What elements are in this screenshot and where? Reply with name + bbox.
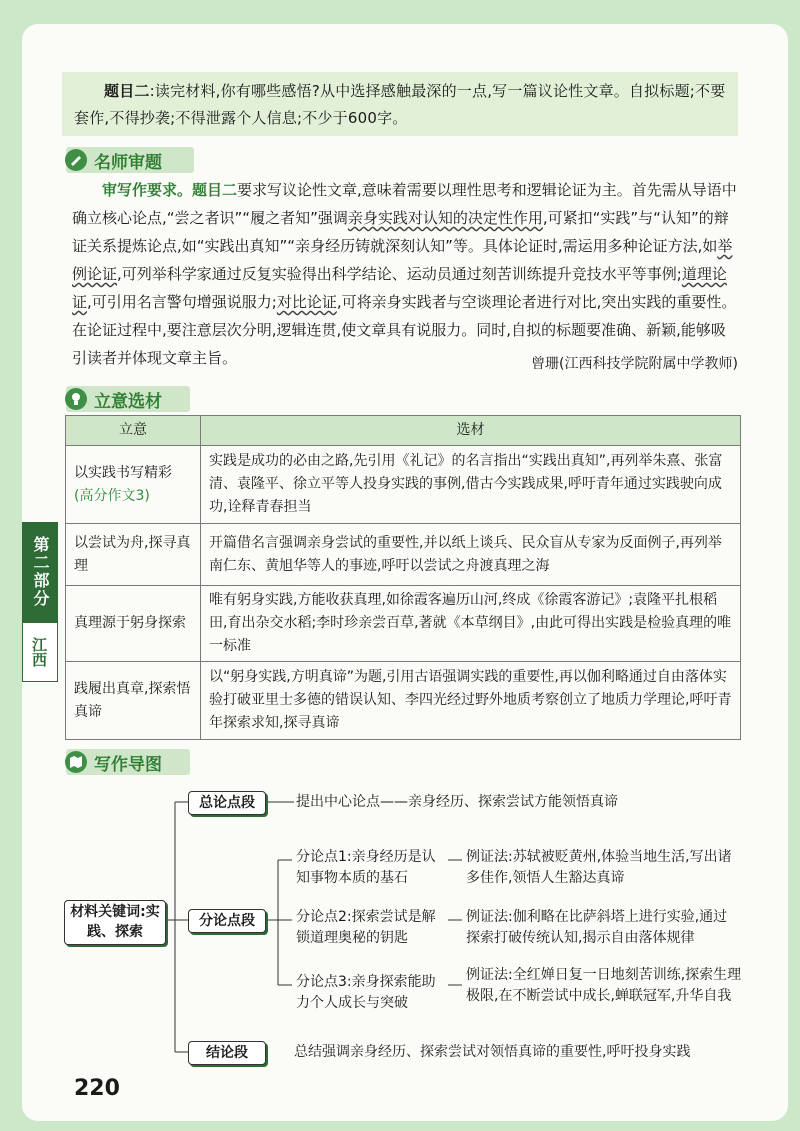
- review-topic-label: 题目二: [192, 181, 238, 199]
- review-signature: 曾珊(江西科技学院附属中学教师): [531, 356, 738, 372]
- review-text-1: 要求写议论性文章,意味着需要以理性思考和逻辑论证为主。首先需从导语中确立核心论点,“尝之者识”“履之者知”强调: [72, 181, 737, 227]
- mindmap-point-2: 分论点2:探索尝试是解锁道理奥秘的钥匙: [296, 909, 436, 946]
- table-header-material: 选材: [201, 416, 741, 446]
- section-review-title: 名师审题: [94, 152, 162, 173]
- table-cell-idea: 真理源于躬身探索: [66, 586, 201, 662]
- mindmap-point-1: 分论点1:亲身经历是认知事物本质的基石: [296, 849, 436, 886]
- mindmap-intro-box: 总论点段: [188, 791, 266, 815]
- mindmap-root: 材料关键词:实践、探索: [64, 900, 166, 945]
- review-underline-2: 举例论证: [72, 237, 733, 283]
- review-text-4: ,可引用名言警句增强说服力;: [87, 293, 277, 311]
- review-text-3: ,可列举科学家通过反复实验得出科学结论、运动员通过刻苦训练提升竞技水平等事例;: [117, 265, 682, 283]
- mindmap-point-3: 分论点3:亲身探索能助力个人成长与突破: [296, 974, 436, 1011]
- page-number: 220: [74, 1076, 120, 1101]
- idea-text: 以实践书写精彩: [74, 464, 172, 481]
- idea-note: (高分作文3): [74, 487, 150, 504]
- section-topic-title: 立意选材: [94, 391, 162, 412]
- table-cell-idea: 以尝试为舟,探寻真理: [66, 524, 201, 586]
- mindmap-example-1: 例证法:苏轼被贬黄州,体验当地生活,写出诸多佳作,领悟人生豁达真谛: [466, 849, 732, 886]
- table-cell-material: 实践是成功的必由之路,先引用《礼记》的名言指出“实践出真知”,再列举朱熹、张富清、袁隆平、徐立平等人投身实践的事例,借古今实践成果,呼吁青年通过实践驶向成功,诠释青春担当: [201, 446, 741, 524]
- prompt-label: 题目二: [104, 82, 150, 100]
- table-cell-idea: 践履出真章,探索悟真谛: [66, 662, 201, 740]
- review-text-5: ,可将亲身实践者与空谈理论者进行对比,突出实践的重要性。在论证过程中,要注意层次分明,逻辑连贯,使文章具有说服力。同时,自拟的标题要准确、新颖,能够吸引读者并体现文章主旨。: [72, 293, 737, 367]
- table-cell-material: 唯有躬身实践,方能收获真理,如徐霞客遍历山河,终成《徐霞客游记》;袁隆平扎根稻田,育出杂交水稻;李时珍亲尝百草,著就《本草纲目》,由此可得出实践是检验真理的唯一标准: [201, 586, 741, 662]
- prompt-text: :读完材料,你有哪些感悟?从中选择感触最深的一点,写一篇议论性文章。自拟标题;不要套作,不得抄袭;不得泄露个人信息;不少于600字。: [74, 82, 726, 127]
- section-guide-title: 写作导图: [94, 754, 162, 775]
- review-underline-4: 对比论证: [276, 293, 337, 311]
- review-text-2: ,可紧扣“实践”与“认知”的辩证关系提炼论点,如“实践出真知”“亲身经历铸就深刻认知”等。具体论证时,需运用多种论证方法,如: [72, 209, 729, 255]
- review-underline-1: 亲身实践对认知的决定性作用: [347, 209, 543, 227]
- table-header-idea: 立意: [66, 416, 201, 446]
- side-tab-part: 第二部分: [22, 522, 58, 622]
- review-underline-3: 道理论证: [72, 265, 727, 311]
- mindmap-intro-text: 提出中心论点——亲身经历、探索尝试方能领悟真谛: [296, 794, 618, 810]
- table-cell-material: 以“躬身实践,方明真谛”为题,引用古语强调实践的重要性,再以伽利略通过自由落体实验打破亚里士多德的错误认知、李四光经过野外地质考察创立了地质力学理论,呼吁青年探索求知,探寻真谛: [201, 662, 741, 740]
- mindmap-example-3: 例证法:全红婵日复一日地刻苦训练,探索生理极限,在不断尝试中成长,蝉联冠军,升华自我: [466, 967, 742, 1004]
- mindmap-end-text: 总结强调亲身经历、探索尝试对领悟真谛的重要性,呼吁投身实践: [294, 1044, 691, 1060]
- mindmap-end-box: 结论段: [188, 1041, 266, 1065]
- side-tab-region: 江西: [22, 622, 58, 682]
- review-lead: 审写作要求。: [102, 181, 193, 199]
- table-cell-material: 开篇借名言强调亲身尝试的重要性,并以纸上谈兵、民众盲从专家为反面例子,再列举南仁东、黄旭华等人的事迹,呼吁以尝试之舟渡真理之海: [201, 524, 741, 586]
- mindmap-example-2: 例证法:伽利略在比萨斜塔上进行实验,通过探索打破传统认知,揭示自由落体规律: [466, 909, 728, 946]
- mindmap-body-box: 分论点段: [188, 909, 266, 933]
